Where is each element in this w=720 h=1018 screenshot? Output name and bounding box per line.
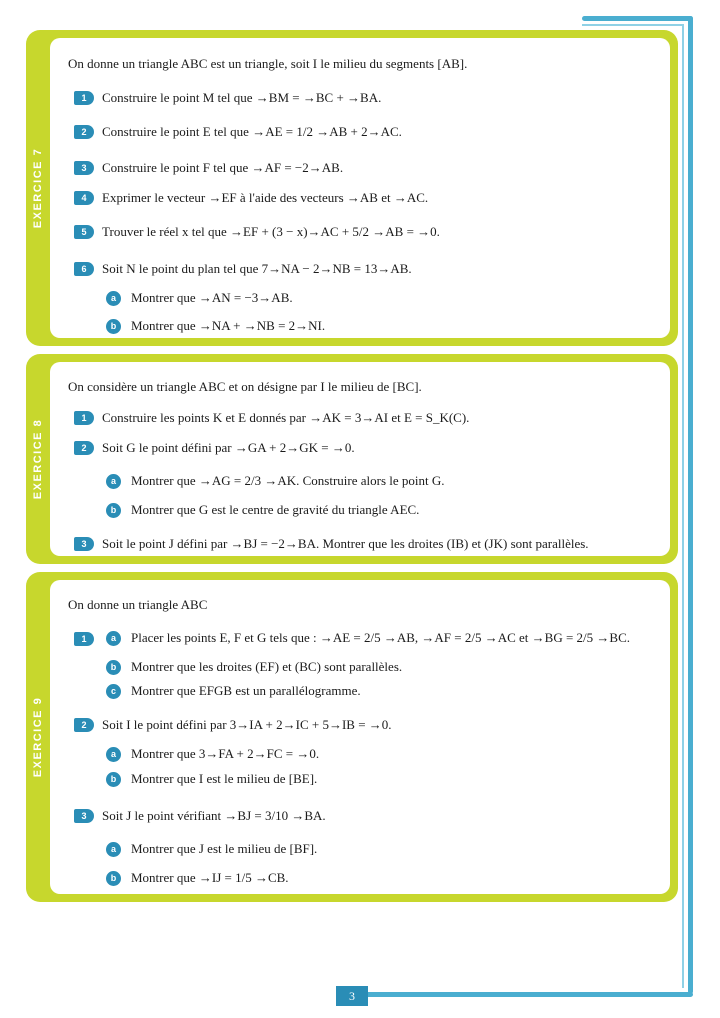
- page-border-inner-top: [582, 24, 682, 26]
- question-number: 1: [74, 411, 94, 425]
- question-text: Soit I le point défini par 3→IA + 2→IC + 5→IB = →0.: [102, 717, 392, 732]
- question-text: Construire le point F tel que →AF = −2→AB.: [102, 160, 344, 175]
- question-number: 2: [74, 125, 94, 139]
- exercise-intro: On considère un triangle ABC et on désigne par I le milieu de [BC].: [68, 379, 422, 394]
- question-text: Soit le point J défini par →BJ = −2→BA. Montrer que les droites (IB) et (JK) sont parallèles.: [102, 536, 589, 551]
- question-text: Soit J le point vérifiant →BJ = 3/10 →BA.: [102, 808, 326, 823]
- question-text: Trouver le réel x tel que →EF + (3 − x)→AC + 5/2 →AB = →0.: [102, 224, 440, 239]
- question-text: Construire les points K et E donnés par →AK = 3→AI et E = S_K(C).: [102, 410, 470, 425]
- question-number: 2: [74, 718, 94, 732]
- subquestion-text: Montrer que J est le milieu de [BF].: [131, 841, 318, 856]
- exercise-intro: On donne un triangle ABC: [68, 597, 208, 612]
- subquestion-text: Placer les points E, F et G tels que : →AE = 2/5 →AB, →AF = 2/5 →AC et →BG = 2/5 →BC.: [131, 630, 631, 645]
- subquestion-letter: a: [106, 747, 121, 762]
- exercise-7: [26, 30, 678, 346]
- exercise-content: [50, 38, 670, 338]
- question-text: Construire le point E tel que →AE = 1/2 →AB + 2→AC.: [102, 124, 402, 139]
- question-number: 2: [74, 441, 94, 455]
- exercise-label: EXERCICE 7: [32, 147, 45, 229]
- subquestion-letter: b: [106, 772, 121, 787]
- subquestion-text: Montrer que →AG = 2/3 →AK. Construire alors le point G.: [131, 473, 445, 488]
- exercise-label: EXERCICE 8: [32, 418, 45, 500]
- question-text: Construire le point M tel que →BM = →BC + →BA.: [102, 90, 382, 105]
- question-number: 3: [74, 161, 94, 175]
- page-border-bottom: [364, 992, 693, 997]
- subquestion-text: Montrer que G est le centre de gravité du triangle AEC.: [131, 502, 420, 517]
- exercise-label: EXERCICE 9: [32, 696, 45, 778]
- question-number: 6: [74, 262, 94, 276]
- page-border-top: [582, 16, 693, 21]
- subquestion-letter: c: [106, 684, 121, 699]
- question-number: 3: [74, 537, 94, 551]
- question-number: 3: [74, 809, 94, 823]
- exercise-intro: On donne un triangle ABC est un triangle, soit I le milieu du segments [AB].: [68, 56, 468, 71]
- subquestion-letter: a: [106, 842, 121, 857]
- exercise-content: [50, 580, 670, 894]
- exercise-8: [26, 354, 678, 564]
- question-text: Soit N le point du plan tel que 7→NA − 2→NB = 13→AB.: [102, 261, 412, 276]
- subquestion-letter: a: [106, 631, 121, 646]
- question-number: 1: [74, 632, 94, 646]
- page-border-right: [688, 16, 693, 994]
- subquestion-letter: a: [106, 291, 121, 306]
- page-border-inner-right: [682, 24, 684, 988]
- subquestion-letter: a: [106, 474, 121, 489]
- subquestion-letter: b: [106, 503, 121, 518]
- question-number: 1: [74, 91, 94, 105]
- subquestion-text: Montrer que →NA + →NB = 2→NI.: [131, 318, 326, 333]
- question-number: 4: [74, 191, 94, 205]
- subquestion-text: Montrer que EFGB est un parallélogramme.: [131, 683, 361, 698]
- question-number: 5: [74, 225, 94, 239]
- subquestion-text: Montrer que 3→FA + 2→FC = →0.: [131, 746, 320, 761]
- page-number: 3: [336, 986, 368, 1006]
- subquestion-letter: b: [106, 871, 121, 886]
- exercise-content: [50, 362, 670, 556]
- subquestion-text: Montrer que I est le milieu de [BE].: [131, 771, 318, 786]
- subquestion-letter: b: [106, 319, 121, 334]
- subquestion-text: Montrer que les droites (EF) et (BC) sont parallèles.: [131, 659, 403, 674]
- subquestion-text: Montrer que →IJ = 1/5 →CB.: [131, 870, 289, 885]
- subquestion-letter: b: [106, 660, 121, 675]
- question-text: Soit G le point défini par →GA + 2→GK = →0.: [102, 440, 355, 455]
- subquestion-text: Montrer que →AN = −3→AB.: [131, 290, 293, 305]
- exercise-9: [26, 572, 678, 902]
- question-text: Exprimer le vecteur →EF à l'aide des vecteurs →AB et →AC.: [102, 190, 429, 205]
